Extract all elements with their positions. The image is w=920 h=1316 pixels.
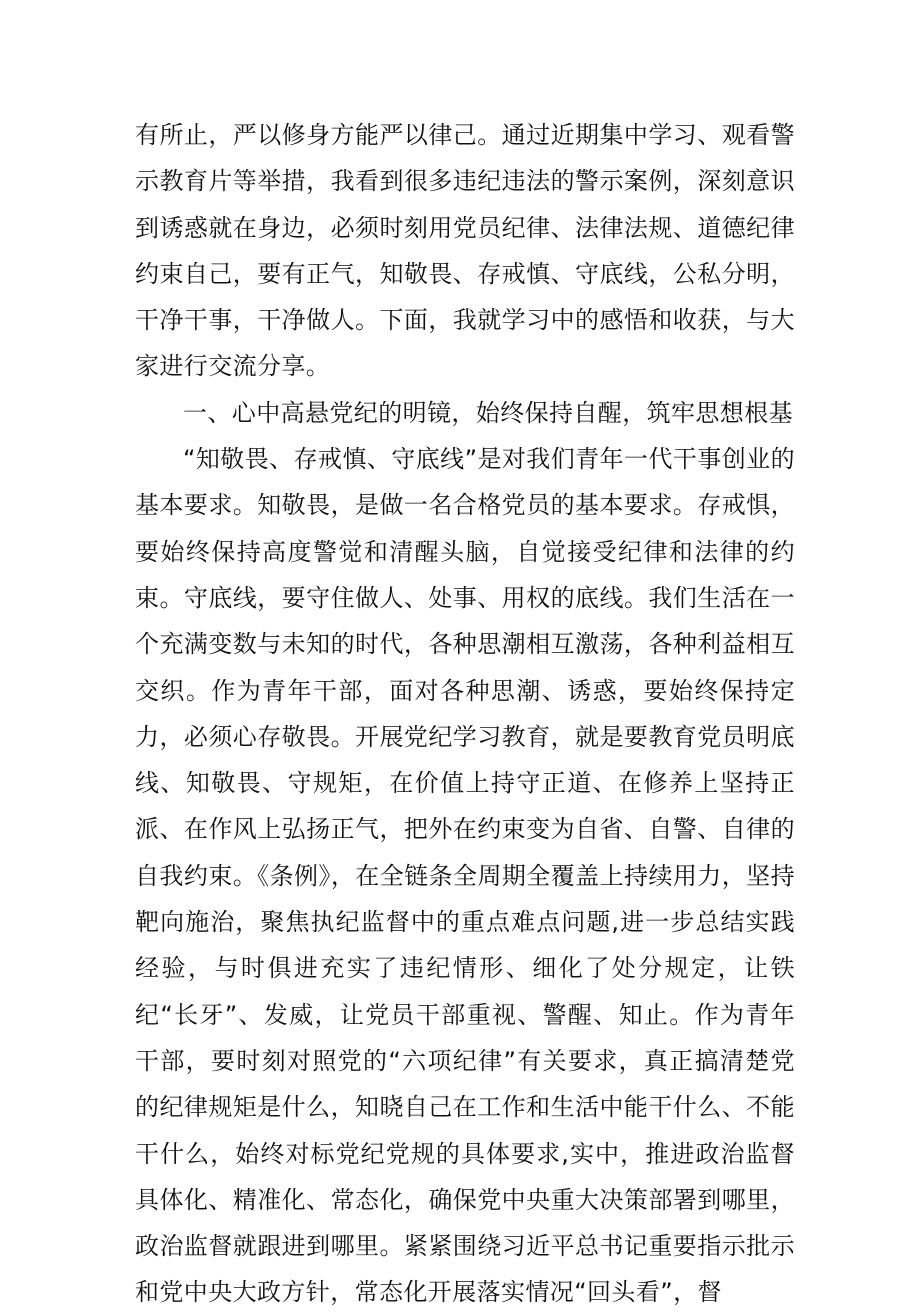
section-heading: 一、心中高悬党纪的明镜，始终保持自醒，筑牢思想根基 — [183, 398, 793, 427]
document-body — [135, 112, 795, 1316]
body-paragraph: “知敬畏、存戒慎、守底线”是对我们青年一代干事创业的基本要求。知敬畏，是做一名合格党员的基本要求。存戒惧，要始终保持高度警觉和清醒头脑，自觉接受纪律和法律的约束。守底线，要守住做人、处事、用权的底线。我们生活在一个充满变数与未知的时代，各种思潮相互激荡，各种利益相互交织。作为青年干部，面对各种思潮、诱惑，要始终保持定力，必须心存敬畏。开展党纪学习教育，就是要教育党员明底线、知敬畏、守规矩，在价值上持守正道、在修养上坚持正派、在作风上弘扬正气，把外在约束变为自省、自警、自律的自我约束。《条例》，在全链条全周期全覆盖上持续用力，坚持靶向施治，聚焦执纪监督中的重点难点问题,进一步总结实践经验，与时俱进充实了违纪情形、细化了处分规定，让铁纪“长牙”、发威，让党员干部重视、警醒、知止。作为青年干部，要时刻对照党的“六项纪律”有关要求，真正搞清楚党的纪律规矩是什么，知晓自己在工作和生活中能干什么、不能干什么，始终对标党纪党规的具体要求,实中，推进政治监督具体化、精准化、常态化，确保党中央重大决策部署到哪里，政治监督就跟进到哪里。紧紧围绕习近平总书记重要指示批示和党中央大政方针，常态化开展落实情况“回头看”，督 — [135, 445, 795, 1307]
opening-paragraph: 有所止，严以修身方能严以律己。通过近期集中学习、观看警示教育片等举措，我看到很多违纪违法的警示案例，深刻意识到诱惑就在身边，必须时刻用党员纪律、法律法规、道德纪律约束自己，要有正气，知敬畏、存戒慎、守底线，公私分明，干净干事，干净做人。下面，我就学习中的感悟和收获，与大家进行交流分享。 — [135, 121, 795, 381]
